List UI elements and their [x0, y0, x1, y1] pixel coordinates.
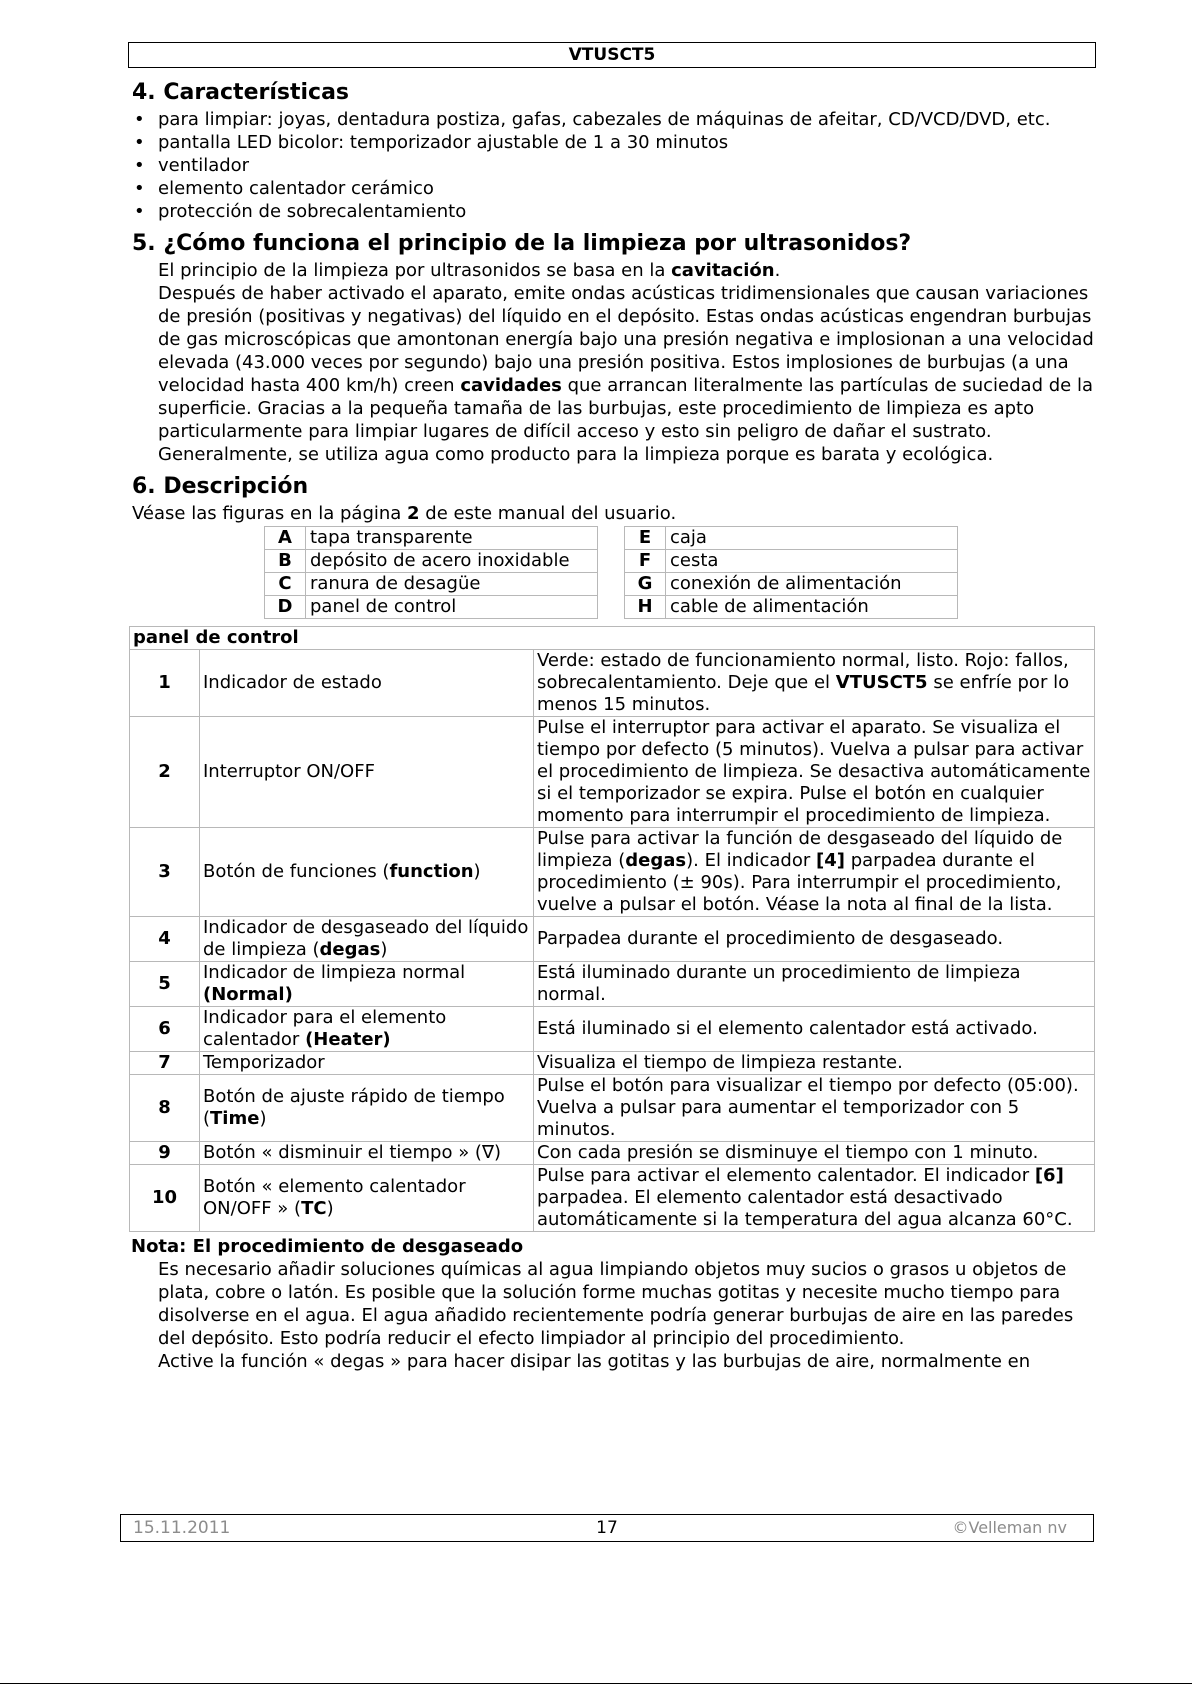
row-number: 1	[130, 650, 200, 717]
row-label	[200, 962, 534, 1007]
page-number: 17	[596, 1518, 618, 1538]
text: )	[380, 939, 388, 960]
text: Pulse para activar la función de desgaseado del líquido de limpieza (	[537, 828, 1063, 871]
note-title: Nota: El procedimiento de desgaseado	[131, 1236, 524, 1257]
table-row	[130, 828, 1095, 917]
part-label: panel de control	[306, 596, 598, 619]
bold-text: VTUSCT5	[835, 672, 928, 693]
part-label: caja	[666, 527, 958, 550]
row-description: Pulse el botón para visualizar el tiempo por defecto (05:00). Vuelva a pulsar para aumentar el temporizador con 5 minutos.	[534, 1075, 1095, 1142]
row-description	[534, 828, 1095, 917]
part-key: D	[265, 596, 306, 619]
table-row	[625, 550, 958, 573]
section-6-title: 6. Descripción	[132, 474, 309, 499]
text: Botón « elemento calentador ON/OFF » (	[203, 1176, 466, 1219]
paragraph: Generalmente, se utiliza agua como producto para la limpieza porque es barata y ecológica.	[158, 444, 994, 465]
row-number: 5	[130, 962, 200, 1007]
row-label	[200, 917, 534, 962]
bold-text: Time	[210, 1108, 260, 1129]
part-key: A	[265, 527, 306, 550]
text: de este manual del usuario.	[419, 503, 677, 524]
text: )	[259, 1108, 267, 1129]
row-number: 2	[130, 717, 200, 828]
row-number: 7	[130, 1052, 200, 1075]
row-description: Está iluminado durante un procedimiento de limpieza normal.	[534, 962, 1095, 1007]
text: )	[326, 1198, 334, 1219]
section-6-intro	[132, 502, 1098, 525]
row-description: Está iluminado si el elemento calentador está activado.	[534, 1007, 1095, 1052]
part-label: conexión de alimentación	[666, 573, 958, 596]
text: que arrancan literalmente las partículas de suciedad de la superficie. Gracias a la pequeña tamaña de las burbujas, este procedimiento de limpieza es apto particularmente para limpiar lugares de difícil acceso y esto sin peligro de dañar el sustrato.	[158, 375, 1093, 442]
paragraph	[158, 259, 1098, 282]
text: Pulse para activar el elemento calentador. El indicador	[537, 1165, 1035, 1186]
row-description: Parpadea durante el procedimiento de desgaseado.	[534, 917, 1095, 962]
text: Indicador para el elemento calentador	[203, 1007, 447, 1050]
bold-text: (Heater)	[305, 1029, 391, 1050]
list-item: • ventilador	[158, 154, 1098, 177]
control-panel-title: panel de control	[130, 627, 1095, 650]
row-label: Botón « disminuir el tiempo » (∇)	[200, 1142, 534, 1165]
table-row	[625, 596, 958, 619]
table-row	[130, 717, 1095, 828]
page-header: VTUSCT5	[128, 42, 1096, 68]
page-content	[132, 78, 1098, 1373]
parts-table-left	[264, 526, 598, 619]
parts-table-right	[624, 526, 958, 619]
part-key: B	[265, 550, 306, 573]
table-row	[265, 596, 598, 619]
text: parpadea. El elemento calentador está desactivado automáticamente si la temperatura del agua alcanza 60°C.	[537, 1187, 1073, 1230]
note-body	[132, 1258, 1098, 1373]
parts-legend	[264, 526, 1098, 619]
paragraph: Active la función « degas » para hacer disipar las gotitas y las burbujas de aire, normalmente en	[158, 1351, 1031, 1372]
bold-text: TC	[301, 1198, 327, 1219]
footer-copyright: ©Velleman nv	[952, 1518, 1067, 1537]
text: Véase las figuras en la página	[132, 503, 408, 524]
table-row	[265, 527, 598, 550]
row-label: Indicador de estado	[200, 650, 534, 717]
part-key: H	[625, 596, 666, 619]
row-number: 6	[130, 1007, 200, 1052]
bold-text: degas	[319, 939, 381, 960]
part-label: depósito de acero inoxidable	[306, 550, 598, 573]
text: .	[774, 260, 781, 281]
page-footer	[120, 1514, 1094, 1542]
table-row	[130, 1142, 1095, 1165]
bold-text: [4]	[816, 850, 845, 871]
text: se enfríe por lo menos 15 minutos.	[537, 672, 1070, 715]
bold-text: cavidades	[460, 375, 562, 396]
bold-text: degas	[625, 850, 687, 871]
bold-text: [6]	[1034, 1165, 1064, 1186]
list-item: • elemento calentador cerámico	[158, 177, 1098, 200]
list-item: • protección de sobrecalentamiento	[158, 200, 1098, 223]
row-description: Con cada presión se disminuye el tiempo con 1 minuto.	[534, 1142, 1095, 1165]
row-label: Interruptor ON/OFF	[200, 717, 534, 828]
text: Indicador de limpieza normal	[203, 962, 466, 983]
text: parpadea durante el procedimiento (± 90s). Para interrumpir el procedimiento, vuelve a pulsar el botón. Véase la nota al final de la lista.	[537, 850, 1062, 915]
row-description	[534, 1165, 1095, 1232]
part-key: G	[625, 573, 666, 596]
paragraph: Es necesario añadir soluciones químicas al agua limpiando objetos muy sucios o grasos u objetos de plata, cobre o latón. Es posible que la solución forme muchas gotitas y necesite mucho tiempo para disolverse en el agua. El agua añadido recientemente podría generar burbujas de aire en las paredes del depósito. Esto podría reducir el efecto limpiador al principio del procedimiento.	[158, 1259, 1074, 1349]
list-item: • para limpiar: joyas, dentadura postiza, gafas, cabezales de máquinas de afeitar, CD/VCD/DVD, etc.	[158, 108, 1098, 131]
table-row	[130, 917, 1095, 962]
row-number: 9	[130, 1142, 200, 1165]
list-item: • pantalla LED bicolor: temporizador ajustable de 1 a 30 minutos	[158, 131, 1098, 154]
text: Verde: estado de funcionamiento normal, listo. Rojo: fallos, sobrecalentamiento. Deje que el	[537, 650, 1069, 693]
part-key: C	[265, 573, 306, 596]
row-number: 3	[130, 828, 200, 917]
table-row	[130, 1052, 1095, 1075]
section-4-title: 4. Características	[132, 80, 350, 105]
part-key: F	[625, 550, 666, 573]
text: )	[473, 861, 481, 882]
section-5-body	[132, 259, 1098, 466]
row-label	[200, 1007, 534, 1052]
table-header-row	[130, 627, 1095, 650]
footer-date: 15.11.2011	[133, 1518, 231, 1538]
text: Botón de ajuste rápido de tiempo (	[203, 1086, 505, 1129]
paragraph	[158, 282, 1098, 443]
part-label: tapa transparente	[306, 527, 598, 550]
bold-text: cavitación	[671, 260, 775, 281]
text: ). El indicador	[686, 850, 816, 871]
table-row	[625, 573, 958, 596]
section-5-title: 5. ¿Cómo funciona el principio de la limpieza por ultrasonidos?	[132, 231, 912, 256]
part-key: E	[625, 527, 666, 550]
table-row	[625, 527, 958, 550]
bold-text: function	[389, 861, 474, 882]
text: Indicador de desgaseado del líquido de limpieza (	[203, 917, 529, 960]
control-panel-table	[129, 626, 1095, 1232]
page-bottom-border	[0, 1683, 1192, 1684]
table-row	[130, 1075, 1095, 1142]
row-description: Visualiza el tiempo de limpieza restante.	[534, 1052, 1095, 1075]
row-number: 4	[130, 917, 200, 962]
row-number: 8	[130, 1075, 200, 1142]
part-label: cesta	[666, 550, 958, 573]
row-label	[200, 1165, 534, 1232]
part-label: cable de alimentación	[666, 596, 958, 619]
row-description	[534, 650, 1095, 717]
bold-text: 2	[407, 503, 420, 524]
text: Botón de funciones (	[203, 861, 390, 882]
row-description: Pulse el interruptor para activar el aparato. Se visualiza el tiempo por defecto (5 minutos). Vuelva a pulsar para activar el procedimiento de limpieza. Se desactiva automáticamente si el temporizador se expira. Pulse el botón en cualquier momento para interrumpir el procedimiento de limpieza.	[534, 717, 1095, 828]
text: El principio de la limpieza por ultrasonidos se basa en la	[158, 260, 672, 281]
table-row	[130, 1165, 1095, 1232]
row-number: 10	[130, 1165, 200, 1232]
features-list	[132, 108, 1098, 223]
row-label	[200, 1075, 534, 1142]
table-row	[130, 1007, 1095, 1052]
table-row	[265, 573, 598, 596]
part-label: ranura de desagüe	[306, 573, 598, 596]
bold-text: (Normal)	[203, 984, 293, 1005]
table-row	[265, 550, 598, 573]
row-label	[200, 828, 534, 917]
text: Después de haber activado el aparato, emite ondas acústicas tridimensionales que causan variaciones de presión (positivas y negativas) del líquido en el depósito. Estas ondas acústicas engendran burbujas de gas microscópicas que amontonan energía bajo una presión negativa e implosionan a una velocidad elevada (43.000 veces por segundo) bajo una presión positiva. Estos implosiones de burbujas (a una velocidad hasta 400 km/h) creen	[158, 283, 1094, 396]
row-label: Temporizador	[200, 1052, 534, 1075]
table-row	[130, 962, 1095, 1007]
table-row	[130, 650, 1095, 717]
